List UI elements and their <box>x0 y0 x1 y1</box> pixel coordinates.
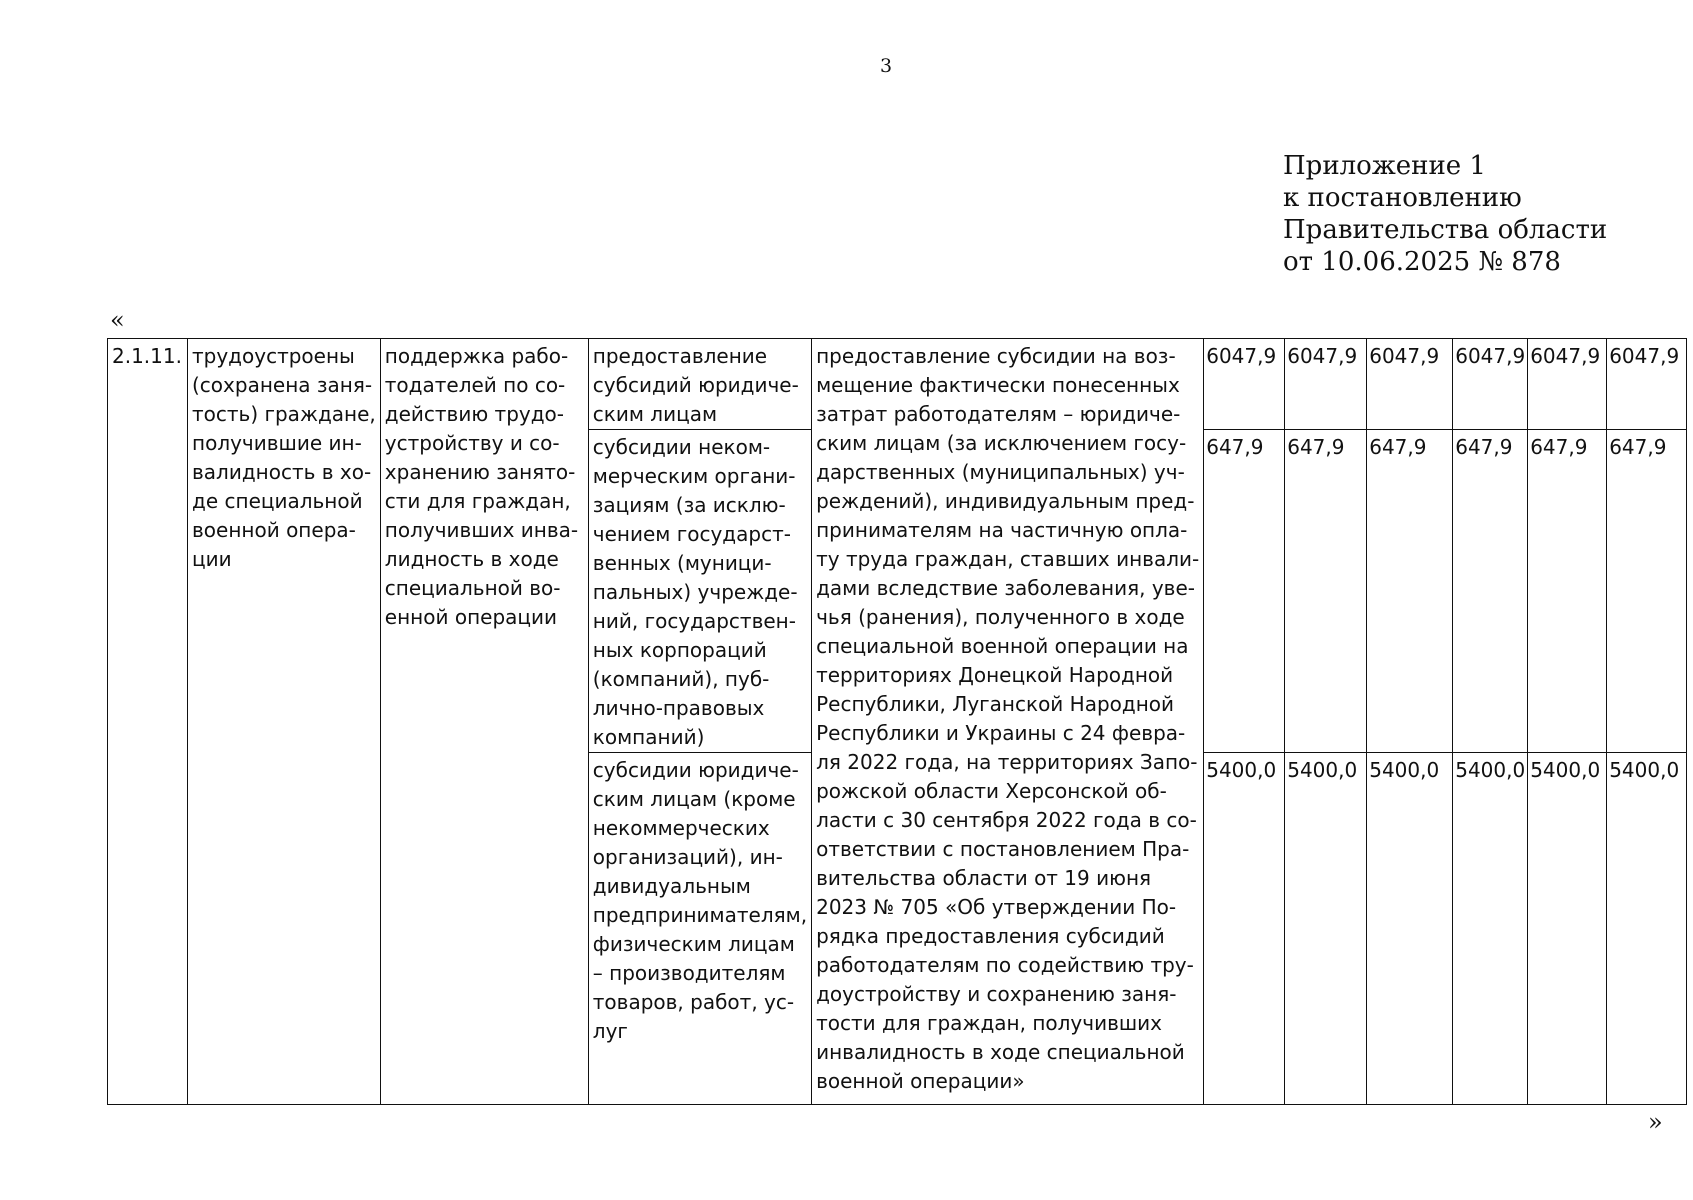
subsidy-type-line: мерческим органи- <box>592 464 796 488</box>
appendix-line: Правительства области <box>1283 215 1608 245</box>
subsidy-type-line: луг <box>592 1019 628 1043</box>
description-line: вительства области от 19 июня <box>816 866 1152 890</box>
subsidy-type-line: лично-правовых <box>592 696 765 720</box>
subsidy-type-line: предоставление <box>592 344 768 368</box>
appendix-line: от 10.06.2025 № 878 <box>1283 247 1561 277</box>
value-cell: 6047,9 <box>1204 339 1285 430</box>
subsidy-type-line: предпринимателям, <box>592 903 808 927</box>
subsidy-type-line: (компаний), пуб- <box>592 667 770 691</box>
value-cell: 5400,0 <box>1607 753 1687 1105</box>
subsidy-type-cell <box>588 339 811 430</box>
subsidy-type-line: субсидий юридиче- <box>592 373 799 397</box>
description-line: 2023 № 705 «Об утверждении По- <box>816 895 1177 919</box>
subsidy-table <box>107 338 1687 1105</box>
description-line: ласти с 30 сентября 2022 года в со- <box>816 808 1197 832</box>
description-line: рожской области Херсонской об- <box>816 779 1167 803</box>
measure-cell <box>380 339 588 1105</box>
subsidy-type-line: – производителям <box>592 961 786 985</box>
description-line: тости для граждан, получивших <box>816 1011 1163 1035</box>
description-line: рядка предоставления субсидий <box>816 924 1165 948</box>
result-line: (сохранена заня- <box>192 373 373 397</box>
measure-line: тодателей по со- <box>384 373 566 397</box>
subsidy-type-line: некоммерческих <box>592 816 770 840</box>
value-cell: 5400,0 <box>1285 753 1367 1105</box>
result-cell <box>188 339 381 1105</box>
subsidy-type-line: зациям (за исклю- <box>592 493 786 517</box>
closing-quote: » <box>1648 1108 1663 1136</box>
value-cell: 5400,0 <box>1204 753 1285 1105</box>
value-cell: 647,9 <box>1607 430 1687 753</box>
measure-line: лидность в ходе <box>384 547 559 571</box>
result-line: трудоустроены <box>192 344 355 368</box>
subsidy-type-line: субсидии юридиче- <box>592 758 799 782</box>
value-cell: 647,9 <box>1453 430 1528 753</box>
description-line: дарственных (муниципальных) уч- <box>816 460 1185 484</box>
measure-line: действию трудо- <box>384 402 564 426</box>
subsidy-type-line: организаций), ин- <box>592 845 783 869</box>
description-line: ответствии с постановлением Пра- <box>816 837 1190 861</box>
description-line: работодателям по содействию тру- <box>816 953 1194 977</box>
description-line: ля 2022 года, на территориях Запо- <box>816 750 1198 774</box>
subsidy-type-line: субсидии неком- <box>592 435 771 459</box>
measure-line: поддержка рабо- <box>384 344 569 368</box>
value-cell: 6047,9 <box>1607 339 1687 430</box>
description-line: инвалидность в ходе специальной <box>816 1040 1185 1064</box>
result-line: получившие ин- <box>192 431 362 455</box>
opening-quote: « <box>110 306 125 334</box>
value-cell: 6047,9 <box>1453 339 1528 430</box>
value-cell: 647,9 <box>1285 430 1367 753</box>
description-line: специальной военной операции на <box>816 634 1189 658</box>
value-cell: 5400,0 <box>1367 753 1453 1105</box>
description-line: затрат работодателям – юридиче- <box>816 402 1181 426</box>
value-cell: 5400,0 <box>1528 753 1607 1105</box>
appendix-header <box>1283 150 1607 278</box>
result-line: военной опера- <box>192 518 356 542</box>
measure-line: устройству и со- <box>384 431 560 455</box>
description-line: военной операции» <box>816 1069 1025 1093</box>
description-cell <box>812 339 1204 1105</box>
result-line: тость) граждане, <box>192 402 376 426</box>
item-code: 2.1.11. <box>112 344 182 368</box>
appendix-line: Приложение 1 <box>1283 151 1486 181</box>
subsidy-type-line: чением государст- <box>592 522 791 546</box>
description-line: Республики, Луганской Народной <box>816 692 1175 716</box>
value-cell: 647,9 <box>1367 430 1453 753</box>
subsidy-type-line: ных корпораций <box>592 638 767 662</box>
value-cell: 6047,9 <box>1285 339 1367 430</box>
description-line: территориях Донецкой Народной <box>816 663 1174 687</box>
subsidy-type-line: физическим лицам <box>592 932 795 956</box>
result-line: де специальной <box>192 489 363 513</box>
description-line: ским лицам (за исключением госу- <box>816 431 1187 455</box>
subsidy-type-line: дивидуальным <box>592 874 751 898</box>
subsidy-type-line: венных (муници- <box>592 551 772 575</box>
description-line: реждений), индивидуальным пред- <box>816 489 1195 513</box>
measure-line: хранению занято- <box>384 460 576 484</box>
item-code-cell <box>108 339 188 1105</box>
measure-line: специальной во- <box>384 576 561 600</box>
value-cell: 6047,9 <box>1528 339 1607 430</box>
result-line: валидность в хо- <box>192 460 372 484</box>
subsidy-type-line: товаров, работ, ус- <box>592 990 795 1014</box>
appendix-line: к постановлению <box>1283 183 1522 213</box>
subsidy-type-line: ний, государствен- <box>592 609 796 633</box>
subsidy-type-line: ским лицам (кроме <box>592 787 796 811</box>
description-line: предоставление субсидии на воз- <box>816 344 1176 368</box>
subsidy-type-cell <box>588 753 811 1105</box>
description-line: мещение фактически понесенных <box>816 373 1180 397</box>
value-cell: 5400,0 <box>1453 753 1528 1105</box>
description-line: принимателям на частичную опла- <box>816 518 1188 542</box>
measure-line: сти для граждан, <box>384 489 571 513</box>
table-row <box>108 339 1687 430</box>
measure-line: енной операции <box>384 605 558 629</box>
subsidy-type-line: пальных) учрежде- <box>592 580 798 604</box>
description-line: ту труда граждан, ставших инвали- <box>816 547 1200 571</box>
value-cell: 647,9 <box>1528 430 1607 753</box>
subsidy-type-line: компаний) <box>592 725 705 749</box>
measure-line: получивших инва- <box>384 518 579 542</box>
description-line: чья (ранения), полученного в ходе <box>816 605 1185 629</box>
value-cell: 6047,9 <box>1367 339 1453 430</box>
value-cell: 647,9 <box>1204 430 1285 753</box>
description-line: доустройству и сохранению заня- <box>816 982 1177 1006</box>
subsidy-type-cell <box>588 430 811 753</box>
description-line: дами вследствие заболевания, уве- <box>816 576 1195 600</box>
description-line: Республики и Украины с 24 февра- <box>816 721 1186 745</box>
subsidy-type-line: ским лицам <box>592 402 718 426</box>
result-line: ции <box>192 547 232 571</box>
page-number: 3 <box>880 55 893 77</box>
